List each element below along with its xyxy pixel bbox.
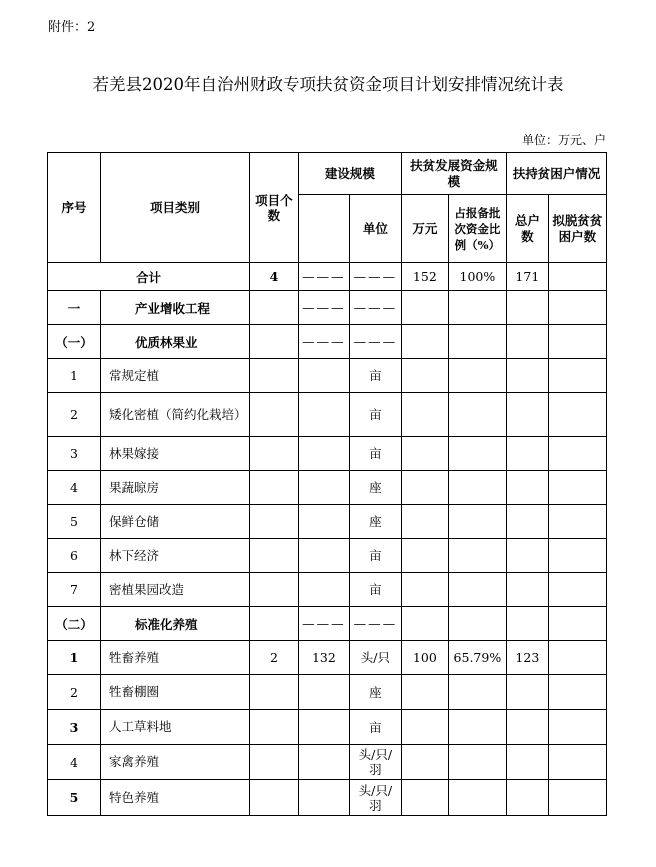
row-scale [298,539,349,573]
table-row [48,675,607,710]
row-total-households: 123 [506,641,548,675]
row-exit-households [548,607,606,641]
row-count [249,359,298,393]
row-unit: 座 [349,471,401,505]
header-wan-yuan: 万元 [401,195,448,263]
row-count: 2 [249,641,298,675]
row-unit: 亩 [349,710,401,745]
row-wan-yuan [401,539,448,573]
row-total-households [506,710,548,745]
unit-note: 单位：万元、户 [521,133,606,147]
row-total-households [506,573,548,607]
table-body [48,291,607,816]
row-count [249,573,298,607]
row-count [249,325,298,359]
row-exit-households [548,745,606,780]
row-count [249,675,298,710]
header-ratio: 占报备批次资金比例（%） [448,195,506,263]
row-exit-households [548,675,606,710]
row-seq: 4 [48,471,101,505]
row-category: 常规定植 [101,359,250,393]
row-category: 家禽养殖 [101,745,250,780]
row-unit: 亩 [349,539,401,573]
table-row [48,780,607,816]
table-row [48,359,607,393]
row-exit-households [548,393,606,437]
header-households: 扶持贫困户情况 [506,153,606,195]
row-category: 标准化养殖 [101,607,250,641]
total-exit-households [548,263,606,291]
table-row [48,325,607,359]
header-scale-blank [298,195,349,263]
row-total-households [506,291,548,325]
row-total-households [506,539,548,573]
row-scale [298,780,349,816]
row-seq: 7 [48,573,101,607]
header-category: 项目类别 [101,153,250,263]
row-category: 林下经济 [101,539,250,573]
attachment-label: 附件：2 [48,20,96,35]
row-wan-yuan [401,607,448,641]
table-row [48,607,607,641]
statistics-table [47,152,607,816]
row-wan-yuan [401,471,448,505]
row-exit-households [548,359,606,393]
header-scale: 建设规模 [298,153,401,195]
row-ratio [448,325,506,359]
table-row [48,471,607,505]
row-category: 林果嫁接 [101,437,250,471]
row-exit-households [548,291,606,325]
row-scale: ——— [298,325,349,359]
row-count [249,780,298,816]
row-unit: 亩 [349,573,401,607]
row-scale: ——— [298,607,349,641]
row-seq: 1 [48,641,101,675]
row-ratio [448,471,506,505]
row-unit: 亩 [349,393,401,437]
row-ratio [448,505,506,539]
row-wan-yuan [401,505,448,539]
row-count [249,291,298,325]
row-scale [298,437,349,471]
row-unit: ——— [349,291,401,325]
total-count: 4 [249,263,298,291]
row-count [249,710,298,745]
total-unit: ——— [349,263,401,291]
row-wan-yuan [401,780,448,816]
total-row [48,263,607,291]
row-exit-households [548,573,606,607]
row-count [249,745,298,780]
row-wan-yuan: 100 [401,641,448,675]
row-unit: 座 [349,675,401,710]
table-row [48,291,607,325]
row-ratio [448,675,506,710]
row-seq: 6 [48,539,101,573]
row-exit-households [548,325,606,359]
row-count [249,393,298,437]
row-category: 优质林果业 [101,325,250,359]
total-scale: ——— [298,263,349,291]
row-count [249,471,298,505]
row-scale [298,359,349,393]
table-row [48,710,607,745]
row-wan-yuan [401,393,448,437]
row-unit: 座 [349,505,401,539]
row-wan-yuan [401,573,448,607]
row-ratio [448,291,506,325]
row-category: 保鲜仓储 [101,505,250,539]
table-row [48,437,607,471]
row-category: 果蔬晾房 [101,471,250,505]
row-ratio [448,539,506,573]
row-scale [298,393,349,437]
row-total-households [506,471,548,505]
row-scale [298,675,349,710]
row-category: 特色养殖 [101,780,250,816]
row-scale [298,745,349,780]
row-total-households [506,393,548,437]
row-wan-yuan [401,675,448,710]
row-seq: 4 [48,745,101,780]
row-unit: 头/只/羽 [349,780,401,816]
row-unit: 亩 [349,437,401,471]
row-ratio [448,710,506,745]
row-ratio [448,393,506,437]
row-count [249,539,298,573]
row-wan-yuan [401,325,448,359]
row-scale [298,471,349,505]
header-total-households: 总户数 [506,195,548,263]
table-row [48,539,607,573]
row-scale: 132 [298,641,349,675]
row-unit: 亩 [349,359,401,393]
row-total-households [506,780,548,816]
row-total-households [506,607,548,641]
total-wan-yuan: 152 [401,263,448,291]
table-row [48,573,607,607]
row-wan-yuan [401,710,448,745]
row-seq: 一 [48,291,101,325]
row-category: 产业增收工程 [101,291,250,325]
row-wan-yuan [401,291,448,325]
row-wan-yuan [401,359,448,393]
row-ratio [448,573,506,607]
row-category: 人工草料地 [101,710,250,745]
row-count [249,607,298,641]
table-row [48,505,607,539]
table-row [48,393,607,437]
row-ratio [448,437,506,471]
row-exit-households [548,505,606,539]
total-ratio: 100% [448,263,506,291]
row-exit-households [548,710,606,745]
row-total-households [506,359,548,393]
row-category: 密植果园改造 [101,573,250,607]
total-households: 171 [506,263,548,291]
header-unit: 单位 [349,195,401,263]
row-exit-households [548,471,606,505]
row-total-households [506,325,548,359]
row-seq: （一） [48,325,101,359]
row-unit: 头/只/羽 [349,745,401,780]
row-ratio [448,780,506,816]
row-exit-households [548,780,606,816]
total-label: 合计 [48,263,250,291]
row-total-households [506,437,548,471]
row-total-households [506,745,548,780]
document-title: 若羌县2020年自治州财政专项扶贫资金项目计划安排情况统计表 [92,75,564,94]
row-seq: 5 [48,505,101,539]
row-unit: ——— [349,325,401,359]
row-category: 矮化密植（简约化栽培） [101,393,250,437]
header-count: 项目个数 [249,153,298,263]
row-seq: 1 [48,359,101,393]
row-seq: 2 [48,393,101,437]
row-scale [298,573,349,607]
row-ratio: 65.79% [448,641,506,675]
row-total-households [506,675,548,710]
row-exit-households [548,641,606,675]
row-scale: ——— [298,291,349,325]
table-row [48,641,607,675]
row-category: 牲畜棚圈 [101,675,250,710]
row-scale [298,710,349,745]
header-fund: 扶贫发展资金规模 [401,153,506,195]
row-ratio [448,745,506,780]
row-exit-households [548,539,606,573]
row-unit: 头/只 [349,641,401,675]
row-count [249,437,298,471]
row-seq: 5 [48,780,101,816]
row-seq: （二） [48,607,101,641]
row-wan-yuan [401,437,448,471]
table-row [48,745,607,780]
row-exit-households [548,437,606,471]
row-seq: 3 [48,437,101,471]
row-unit: ——— [349,607,401,641]
row-seq: 2 [48,675,101,710]
row-ratio [448,359,506,393]
row-scale [298,505,349,539]
header-exit-households: 拟脱贫贫困户数 [548,195,606,263]
header-seq: 序号 [48,153,101,263]
row-total-households [506,505,548,539]
row-count [249,505,298,539]
row-wan-yuan [401,745,448,780]
row-category: 牲畜养殖 [101,641,250,675]
row-ratio [448,607,506,641]
row-seq: 3 [48,710,101,745]
